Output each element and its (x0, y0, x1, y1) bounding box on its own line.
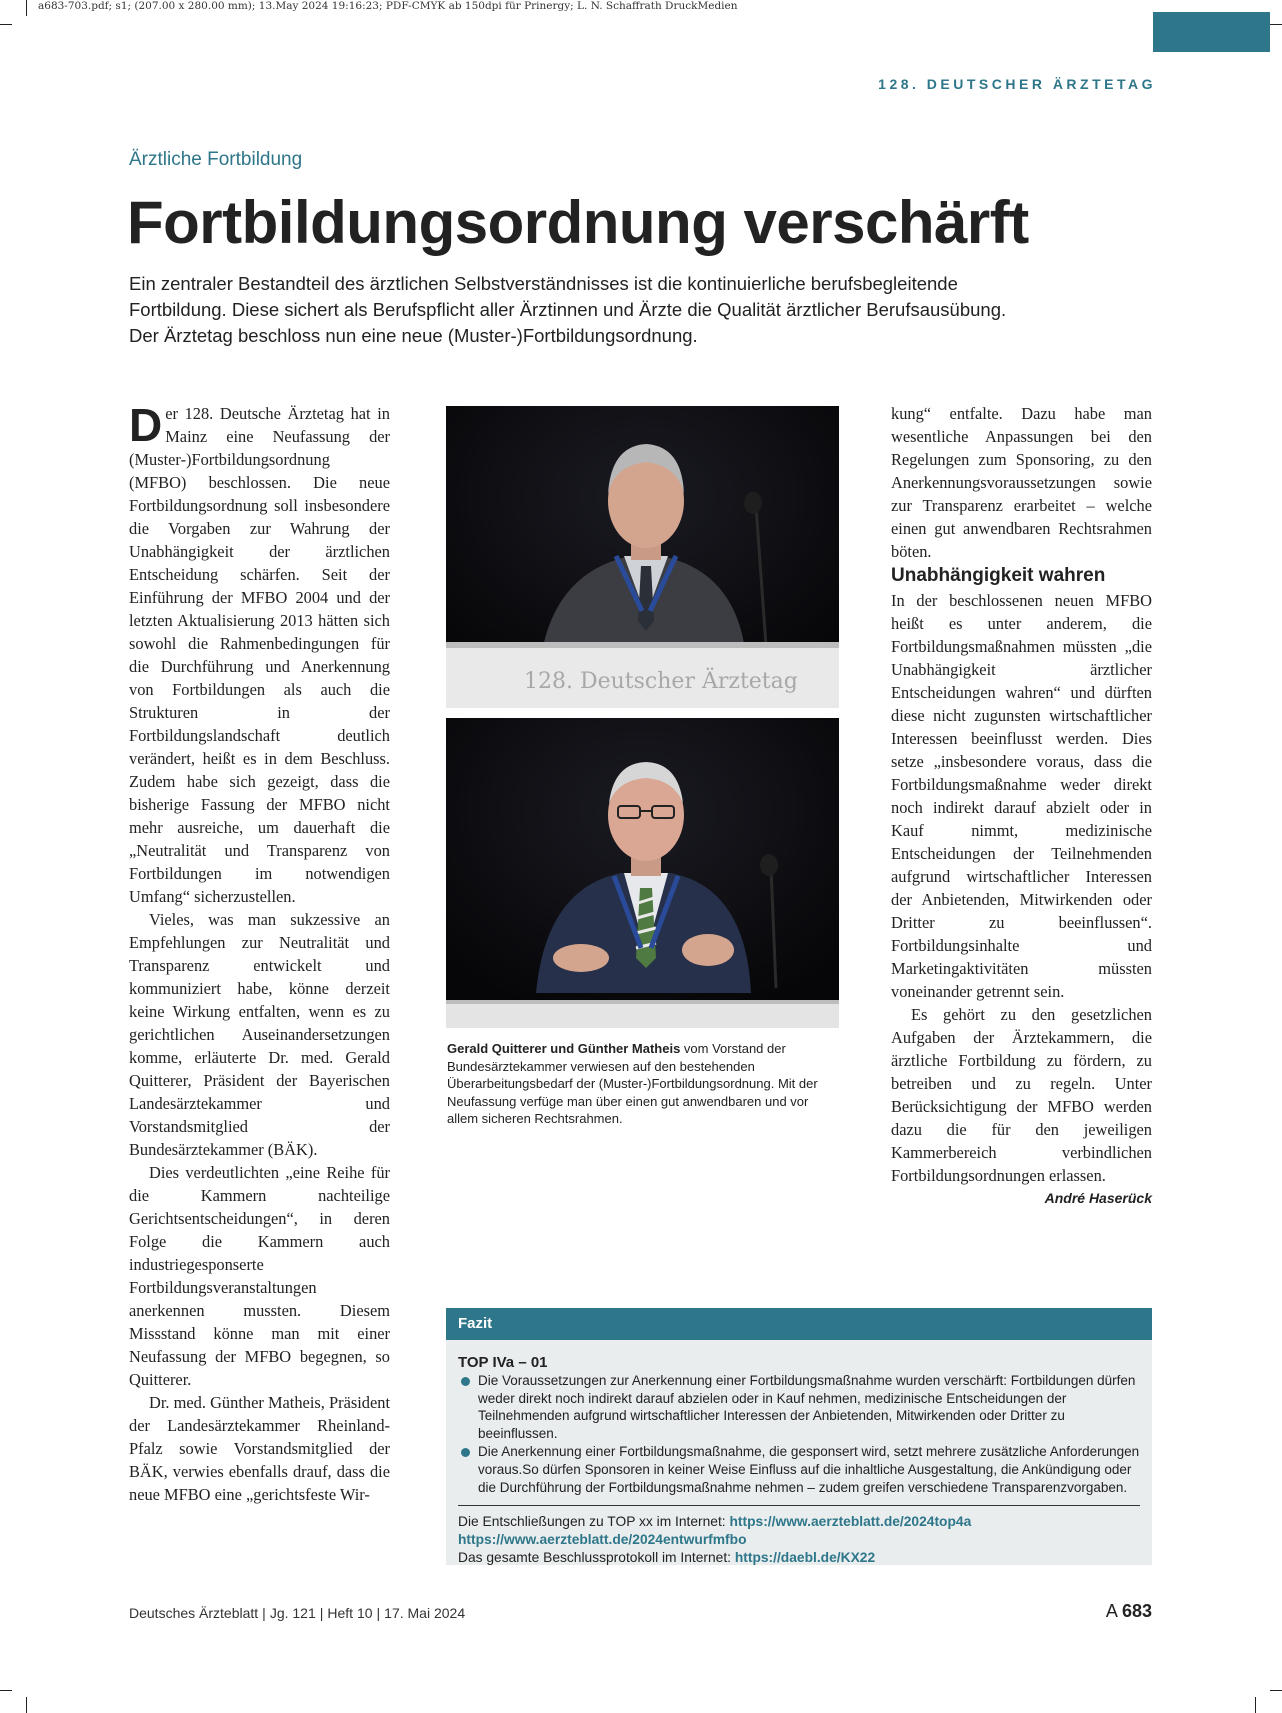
fazit-bullet: Die Anerkennung einer Fortbildungsmaßnahme, die gesponsert wird, setzt mehrere zusätzliche Anforderungen voraus.So dürfen Sponsoren in keiner Weise Einfluss auf die inhaltliche Ausgestaltung, die Ankündigung oder die Durchführung der Fortbildungsmaßnahme nehmen – zudem greifen verschiedene Transparenzvorgaben. (458, 1443, 1140, 1496)
print-info: a683-703.pdf; s1; (207.00 x 280.00 mm); 13.May 2024 19:16:23; PDF-CMYK ab 150dpi für Prinergy; L. N. Schaffrath DruckMedien (38, 0, 738, 12)
caption-text: vom Vorstand der Bundesärztekammer verwiesen auf den bestehenden Überarbeitungsbedarf der (Muster-)Fortbildungsordnung. Mit der Neufassung verfüge man über einen gut anwendbaren und vor allem sicheren Rechtsrahmen. (447, 1041, 818, 1126)
fazit-header: Fazit (446, 1308, 1152, 1340)
photo-caption (447, 1040, 837, 1128)
protocol-link[interactable]: https://daebl.de/KX22 (734, 1549, 876, 1565)
link-label: Das gesamte Beschlussprotokoll im Internet: (458, 1549, 735, 1565)
fazit-box (446, 1308, 1152, 1565)
fazit-links (458, 1513, 1140, 1566)
drop-cap: D (129, 399, 163, 451)
crop-mark (26, 0, 27, 16)
draft-mfbo-link[interactable]: https://www.aerzteblatt.de/2024entwurfmfbo (458, 1531, 747, 1547)
fazit-bullet-list (458, 1372, 1140, 1496)
photo-speaker-2 (446, 718, 839, 1028)
podium-text: 128. Deutscher Ärztetag (524, 669, 798, 694)
subheading: Unabhängigkeit wahren (891, 565, 1106, 586)
section-header: 128. DEUTSCHER ÄRZTETAG (878, 76, 1156, 92)
link-label: Die Entschließungen zu TOP xx im Internet: (458, 1514, 730, 1530)
body-paragraph: kung“ entfalte. Dazu habe man wesentliche Anpassungen bei den Regelungen zum Sponsoring, zu den Anerkennungsvoraussetzungen sowie zur Transparenz erarbeitet – welche einen gut anwendbaren Rechtsrahmen böten. (891, 404, 1152, 561)
journal-name: Deutsches Ärzteblatt (129, 1605, 259, 1621)
footer-citation: Deutsches Ärzteblatt | Jg. 121 | Heft 10 | 17. Mai 2024 (129, 1605, 466, 1621)
photo-speaker-2-image (446, 718, 839, 1028)
crop-mark (0, 1690, 12, 1691)
resolutions-link[interactable]: https://www.aerzteblatt.de/2024top4a (729, 1514, 972, 1530)
journal-date: 17. Mai 2024 (384, 1605, 466, 1621)
bullet-dot-icon (461, 1448, 470, 1457)
bullet-dot-icon (461, 1377, 470, 1386)
crop-mark (1270, 1690, 1282, 1691)
lead-line: Der Ärztetag beschloss nun eine neue (Muster-)Fortbildungsordnung. (129, 325, 698, 346)
fazit-bullet: Die Voraussetzungen zur Anerkennung einer Fortbildungsmaßnahme wurden verschärft: Fortbildungen dürfen weder direkt noch indirekt darauf abzielen oder in Kauf nehmen, medizinische Entscheidungen der Teilnehmenden aufgrund wirtschaftlicher Interessen der Anbietenden, Mitwirkenden oder Dritter zu beeinflussen. (458, 1372, 1140, 1442)
page-number: A 683 (1105, 1601, 1152, 1621)
fazit-divider (458, 1505, 1140, 1506)
section-color-tab (1153, 12, 1270, 52)
lead-line: Fortbildung. Diese sichert als Berufspflicht aller Ärztinnen und Ärzte die Qualität ärztlicher Berufsausübung. (129, 299, 1007, 320)
article-title: Fortbildungsordnung verschärft (127, 189, 1029, 256)
body-paragraph: Der 128. Deutsche Ärztetag hat in Mainz eine Neufassung der (Muster-)Fortbildungsordnung (MFBO) beschlossen. Die neue Fortbildungsordnung soll insbesondere die Vorgaben zur Wahrung der Unabhängigkeit der ärztlichen Entscheidung schärfen. Seit der Einführung der MFBO 2004 und der letzten Aktualisierung 2013 hätten sich sowohl die Rahmenbedingungen für die Durchführung und Anerkennung von Fortbildungen als auch die Strukturen in der Fortbildungslandschaft deutlich verändert, heißt es in dem Beschluss. Zudem habe sich gezeigt, dass die bisherige Fassung der MFBO nicht mehr ausreiche, um dauerhaft die „Neutralität und Transparenz von Fortbildungen im notwendigen Umfang“ sicherzustellen. (129, 399, 390, 906)
journal-volume: Jg. 121 (269, 1605, 316, 1621)
fazit-top-label: TOP IVa – 01 (458, 1354, 548, 1371)
body-column-1 (129, 399, 390, 1506)
crop-mark (0, 24, 12, 25)
body-paragraph: Es gehört zu den gesetzlichen Aufgaben der Ärztekammern, die ärztliche Fortbildung zu fördern, zu betreiben und zu regeln. Unter Berücksichtigung der MFBO werden dazu die für den jeweiligen Kammerbereich verbindlichen Fortbildungsordnungen erlassen. André Haserück (891, 1003, 1152, 1187)
photo-speaker-1-image (446, 406, 839, 708)
journal-issue: Heft 10 (327, 1605, 373, 1621)
photo-speaker-1 (446, 406, 839, 708)
crop-mark (1270, 24, 1282, 25)
lead-line: Ein zentraler Bestandteil des ärztlichen Selbstverständnisses ist die kontinuierliche berufsbegleitende (129, 273, 958, 294)
body-column-3 (891, 402, 1152, 1210)
body-paragraph: Dies verdeutlichten „eine Reihe für die Kammern nachteilige Gerichtsentscheidungen“, in deren Folge die Kammern auch industriegesponserte Fortbildungsveranstaltungen anerkennen mussten. Diesem Missstand könne man mit einer Neufassung der MFBO begegnen, so Quitterer. (129, 1163, 390, 1389)
body-paragraph: Dr. med. Günther Matheis, Präsident der Landesärztekammer Rheinland-Pfalz sowie Vorstandsmitglied der BÄK, verwies ebenfalls drauf, dass die neue MFBO eine „gerichtsfeste Wir- (129, 1393, 390, 1504)
crop-mark (1255, 1697, 1256, 1713)
body-paragraph: In der beschlossenen neuen MFBO heißt es unter anderem, die Fortbildungsmaßnahmen müssten „die Unabhängigkeit ärztlicher Entscheidungen wahren“ und dürften diese nicht zugunsten wirtschaftlicher Interessen beeinflusst werden. Dies setze „insbesondere voraus, dass die Fortbildungsmaßnahme weder direkt noch indirekt darauf abzielt oder in Kauf nimmt, medizinische Entscheidungen der Teilnehmenden aufgrund wirtschaftlicher Interessen der Anbietenden, Mitwirkenden oder Dritter zu beeinflussen“. Fortbildungsinhalte und Marketingaktivitäten müssten voneinander getrennt sein. (891, 591, 1152, 1001)
article-kicker: Ärztliche Fortbildung (129, 149, 303, 170)
article-lead (129, 271, 1089, 349)
author-name: André Haserück (1044, 1190, 1152, 1206)
crop-mark (26, 1697, 27, 1713)
caption-names: Gerald Quitterer und Günther Matheis (447, 1041, 681, 1056)
body-paragraph: Vieles, was man sukzessive an Empfehlungen zur Neutralität und Transparenz entwickelt und kommuniziert habe, könne derzeit keine Wirkung entfalten, wenn es zu gerichtlichen Auseinandersetzungen komme, erläuterte Dr. med. Gerald Quitterer, Präsident der Bayerischen Landesärztekammer und Vorstandsmitglied der Bundesärztekammer (BÄK). (129, 910, 390, 1159)
